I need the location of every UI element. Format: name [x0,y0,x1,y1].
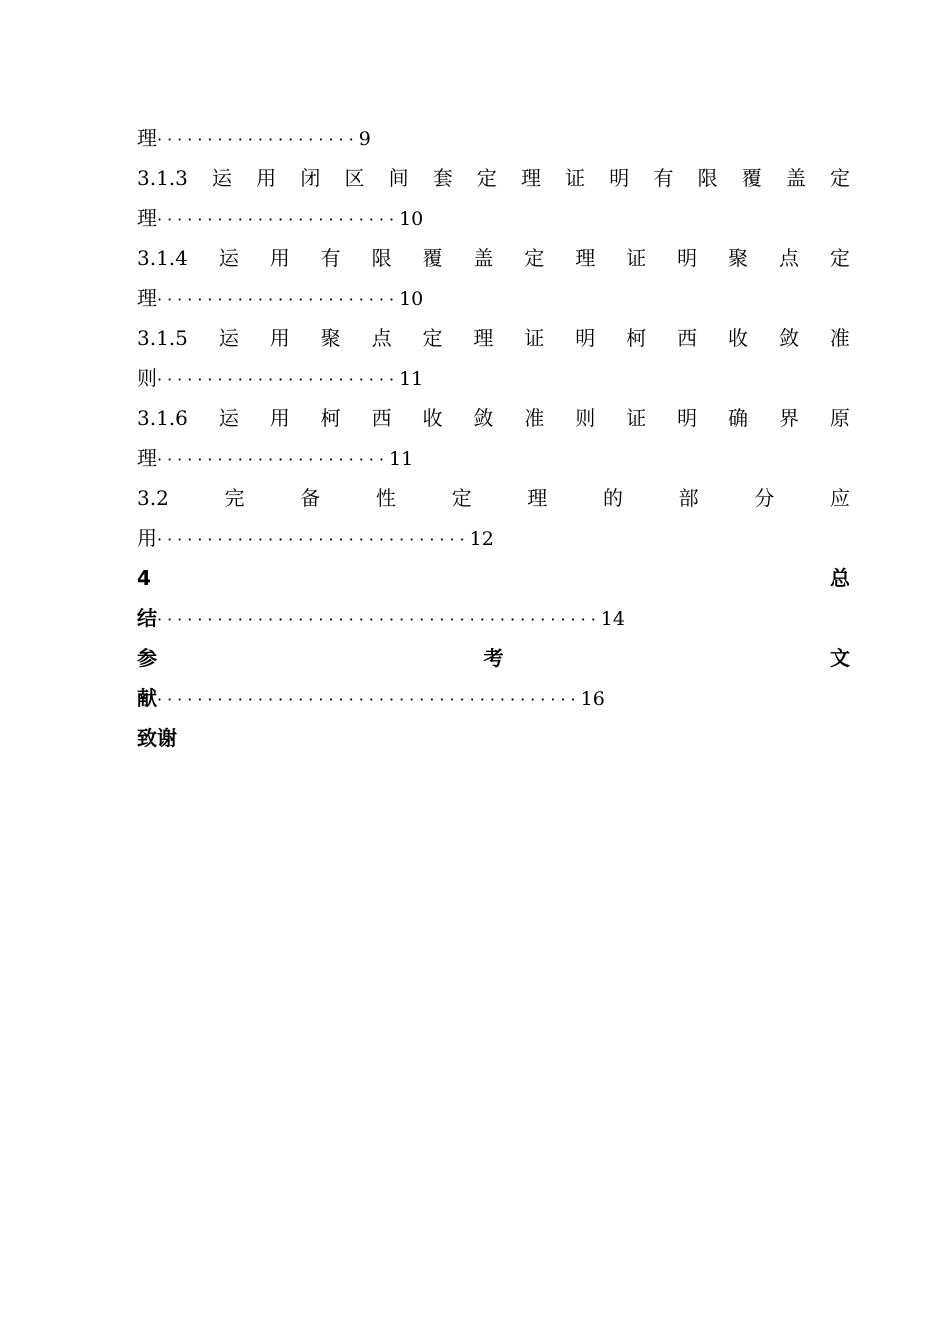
toc-title-char: 定 [476,166,497,190]
toc-title-char: 西 [371,406,392,430]
toc-title-char: 理 [527,486,548,510]
toc-entry-heading [137,478,850,518]
toc-leader-dots: ·········································· [157,690,581,709]
toc-title-char: 收 [728,326,749,350]
toc-title-char: 准 [829,326,850,350]
toc-title-char: 明 [609,166,630,190]
toc-entry-line [137,518,850,558]
toc-title-tail: 则 [137,366,157,390]
toc-leader-dots: ······················· [157,450,389,469]
toc-entry-line [137,198,850,238]
toc-title-char: 理 [521,166,542,190]
toc-title-tail: 理 [137,206,157,230]
toc-title-char: 明 [677,246,698,270]
toc-title-char: 原 [829,406,850,430]
toc-title-char: 应 [830,486,850,510]
toc-title-char: 定 [451,486,472,510]
toc-title-char: 界 [778,406,799,430]
toc-title-tail: 结 [137,606,157,630]
toc-title-char: 理 [473,326,494,350]
toc-leader-dots: ···················· [157,130,359,149]
toc-title-char: 点 [371,326,392,350]
toc-page-number: 9 [358,128,371,150]
toc-title-char: 套 [432,166,453,190]
toc-page-number: 11 [399,368,424,390]
toc-title-char: 确 [728,406,749,430]
toc-title-char: 证 [565,166,586,190]
toc-entry-heading [137,558,850,598]
toc-title-char: 则 [575,406,596,430]
toc-title-char: 用 [269,326,290,350]
toc-title-char: 收 [422,406,443,430]
toc-title-char: 聚 [320,326,341,350]
toc-section-number: 4 [137,566,151,590]
toc-title-char: 盖 [785,166,806,190]
toc-entry-heading [137,398,850,438]
toc-page-number: 10 [399,208,424,230]
toc-title-char: 文 [830,646,850,670]
toc-title-char: 定 [524,246,545,270]
toc-page-number: 16 [580,688,605,710]
toc-entry-line [137,358,850,398]
toc-title-tail: 用 [137,526,157,550]
toc-title-char: 分 [754,486,775,510]
toc-entry-heading [137,238,850,278]
toc-entry-line [137,118,850,158]
toc-title-char: 运 [218,406,239,430]
toc-title-char: 用 [269,246,290,270]
toc-title-char: 敛 [778,326,799,350]
toc-leader-dots: ············································ [157,610,601,629]
toc-title-char: 聚 [728,246,749,270]
toc-title-char: 证 [524,326,545,350]
toc-section-number: 3.1.3 [137,166,188,190]
toc-title-char: 的 [602,486,623,510]
toc-page-number: 11 [388,448,414,470]
toc-title-char: 间 [388,166,409,190]
toc-entry-heading [137,318,850,358]
toc-title-char: 用 [256,166,277,190]
toc-title-char: 部 [678,486,699,510]
toc-title-char: 闭 [300,166,321,190]
toc-entry-heading [137,158,850,198]
toc-title-char: 参 [137,646,157,670]
toc-title-char: 限 [697,166,718,190]
toc-title-char: 证 [626,406,647,430]
toc-leader-dots: ······························· [157,530,470,549]
toc-title-tail: 理 [137,286,157,310]
toc-entry-line [137,438,850,478]
toc-title-char: 备 [300,486,321,510]
toc-title-char: 有 [653,166,674,190]
toc-title-char: 用 [269,406,290,430]
toc-entry-line [137,278,850,318]
toc-page-number: 14 [600,608,625,630]
toc-title-char: 覆 [422,246,443,270]
toc-title-char: 理 [575,246,596,270]
toc-page-number: 12 [469,528,494,550]
toc-page-number: 10 [399,288,424,310]
toc-title-char: 柯 [320,406,341,430]
toc-title-char: 运 [218,326,239,350]
toc-title-char: 限 [371,246,392,270]
toc-title-char: 明 [575,326,596,350]
toc-title-char: 证 [626,246,647,270]
toc-title-tail: 献 [137,686,157,710]
toc-entry-line [137,598,850,638]
toc-section-number: 3.2 [137,486,169,510]
toc-title-char: 定 [830,166,850,190]
toc-section-number: 3.1.4 [137,246,188,270]
toc-title-char: 考 [483,646,504,670]
toc-title-char: 有 [320,246,341,270]
toc-title-char: 定 [422,326,443,350]
toc-title-tail: 理 [137,126,157,150]
toc-title-char: 总 [830,566,850,590]
toc-entry-line [137,718,850,758]
toc-title-char: 覆 [741,166,762,190]
toc-entry-line [137,678,850,718]
toc-title-char: 完 [224,486,245,510]
toc-title-char: 准 [524,406,545,430]
table-of-contents [137,118,850,758]
toc-title-tail: 致谢 [137,726,177,750]
toc-title-char: 区 [344,166,365,190]
toc-leader-dots: ························ [157,370,400,389]
toc-entry-heading [137,638,850,678]
toc-section-number: 3.1.6 [137,406,188,430]
toc-title-char: 性 [375,486,396,510]
toc-title-char: 盖 [473,246,494,270]
toc-title-char: 西 [677,326,698,350]
toc-title-char: 点 [778,246,799,270]
toc-title-char: 定 [829,246,850,270]
toc-title-char: 柯 [626,326,647,350]
toc-section-number: 3.1.5 [137,326,188,350]
toc-title-char: 运 [218,246,239,270]
toc-title-char: 敛 [473,406,494,430]
toc-title-tail: 理 [137,446,157,470]
toc-title-char: 明 [677,406,698,430]
toc-title-char: 运 [212,166,233,190]
toc-leader-dots: ························ [157,210,400,229]
toc-leader-dots: ························ [157,290,400,309]
